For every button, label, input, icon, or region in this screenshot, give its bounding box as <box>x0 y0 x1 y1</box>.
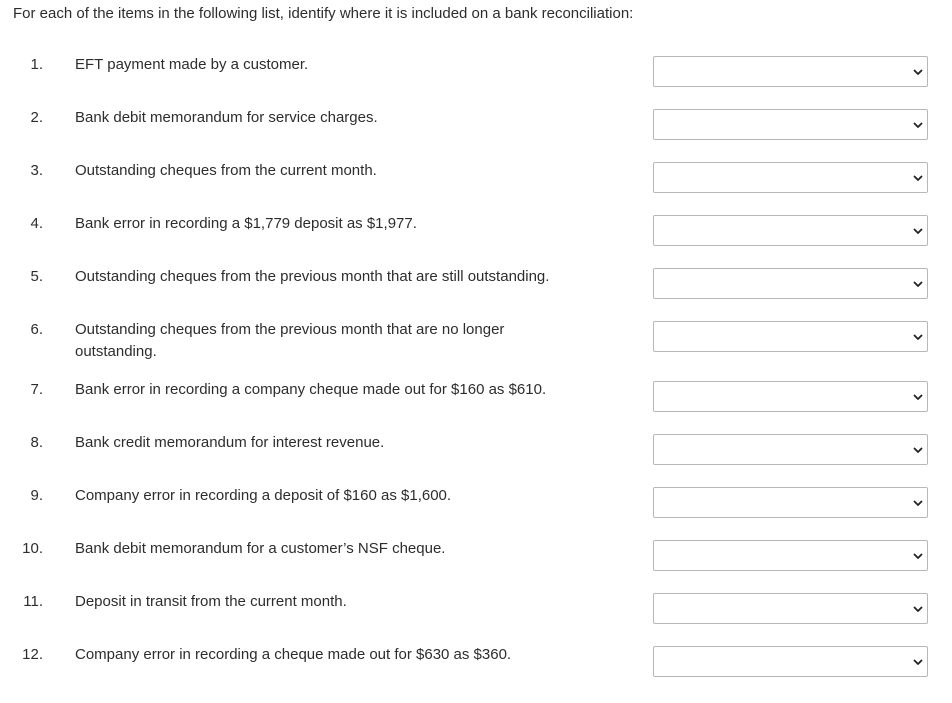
item-text: Bank error in recording a company cheque made out for $160 as $610. <box>75 381 547 398</box>
answer-dropdown[interactable] <box>653 434 928 465</box>
chevron-down-icon <box>912 444 924 456</box>
answer-dropdown[interactable] <box>653 321 928 352</box>
answer-dropdown[interactable] <box>653 646 928 677</box>
item-number: 4. <box>30 215 43 232</box>
chevron-down-icon <box>912 331 924 343</box>
item-text: Bank debit memorandum for service charges. <box>75 109 378 126</box>
item-text: Bank credit memorandum for interest revenue. <box>75 434 385 451</box>
item-text: Outstanding cheques from the previous month that are still outstanding. <box>75 268 550 285</box>
answer-dropdown[interactable] <box>653 487 928 518</box>
item-text: Outstanding cheques from the current month. <box>75 162 377 179</box>
chevron-down-icon <box>912 497 924 509</box>
item-number: 10. <box>22 540 43 557</box>
item-text: Outstanding cheques from the previous month that are no longer outstanding. <box>75 321 505 360</box>
item-number: 11. <box>23 593 43 610</box>
instructions-text: For each of the items in the following list, identify where it is included on a bank reconciliation: <box>13 5 634 22</box>
chevron-down-icon <box>912 391 924 403</box>
chevron-down-icon <box>912 278 924 290</box>
item-text: Bank debit memorandum for a customer’s NSF cheque. <box>75 540 446 557</box>
chevron-down-icon <box>912 172 924 184</box>
answer-dropdown[interactable] <box>653 162 928 193</box>
item-number: 3. <box>30 162 43 179</box>
chevron-down-icon <box>912 66 924 78</box>
item-text: Company error in recording a cheque made out for $630 as $360. <box>75 646 512 663</box>
item-text: Deposit in transit from the current month. <box>75 593 347 610</box>
item-number: 5. <box>30 268 43 285</box>
item-number: 1. <box>30 56 43 73</box>
chevron-down-icon <box>912 550 924 562</box>
answer-dropdown[interactable] <box>653 268 928 299</box>
answer-dropdown[interactable] <box>653 593 928 624</box>
chevron-down-icon <box>912 656 924 668</box>
item-number: 8. <box>30 434 43 451</box>
item-number: 12. <box>22 646 43 663</box>
answer-dropdown[interactable] <box>653 540 928 571</box>
answer-dropdown[interactable] <box>653 381 928 412</box>
answer-dropdown[interactable] <box>653 109 928 140</box>
item-number: 6. <box>30 321 43 338</box>
item-number: 9. <box>30 487 43 504</box>
answer-dropdown[interactable] <box>653 56 928 87</box>
item-text: EFT payment made by a customer. <box>75 56 309 73</box>
item-number: 7. <box>30 381 43 398</box>
chevron-down-icon <box>912 603 924 615</box>
chevron-down-icon <box>912 119 924 131</box>
answer-dropdown[interactable] <box>653 215 928 246</box>
item-text: Bank error in recording a $1,779 deposit as $1,977. <box>75 215 417 232</box>
item-text: Company error in recording a deposit of $160 as $1,600. <box>75 487 452 504</box>
item-number: 2. <box>30 109 43 126</box>
chevron-down-icon <box>912 225 924 237</box>
